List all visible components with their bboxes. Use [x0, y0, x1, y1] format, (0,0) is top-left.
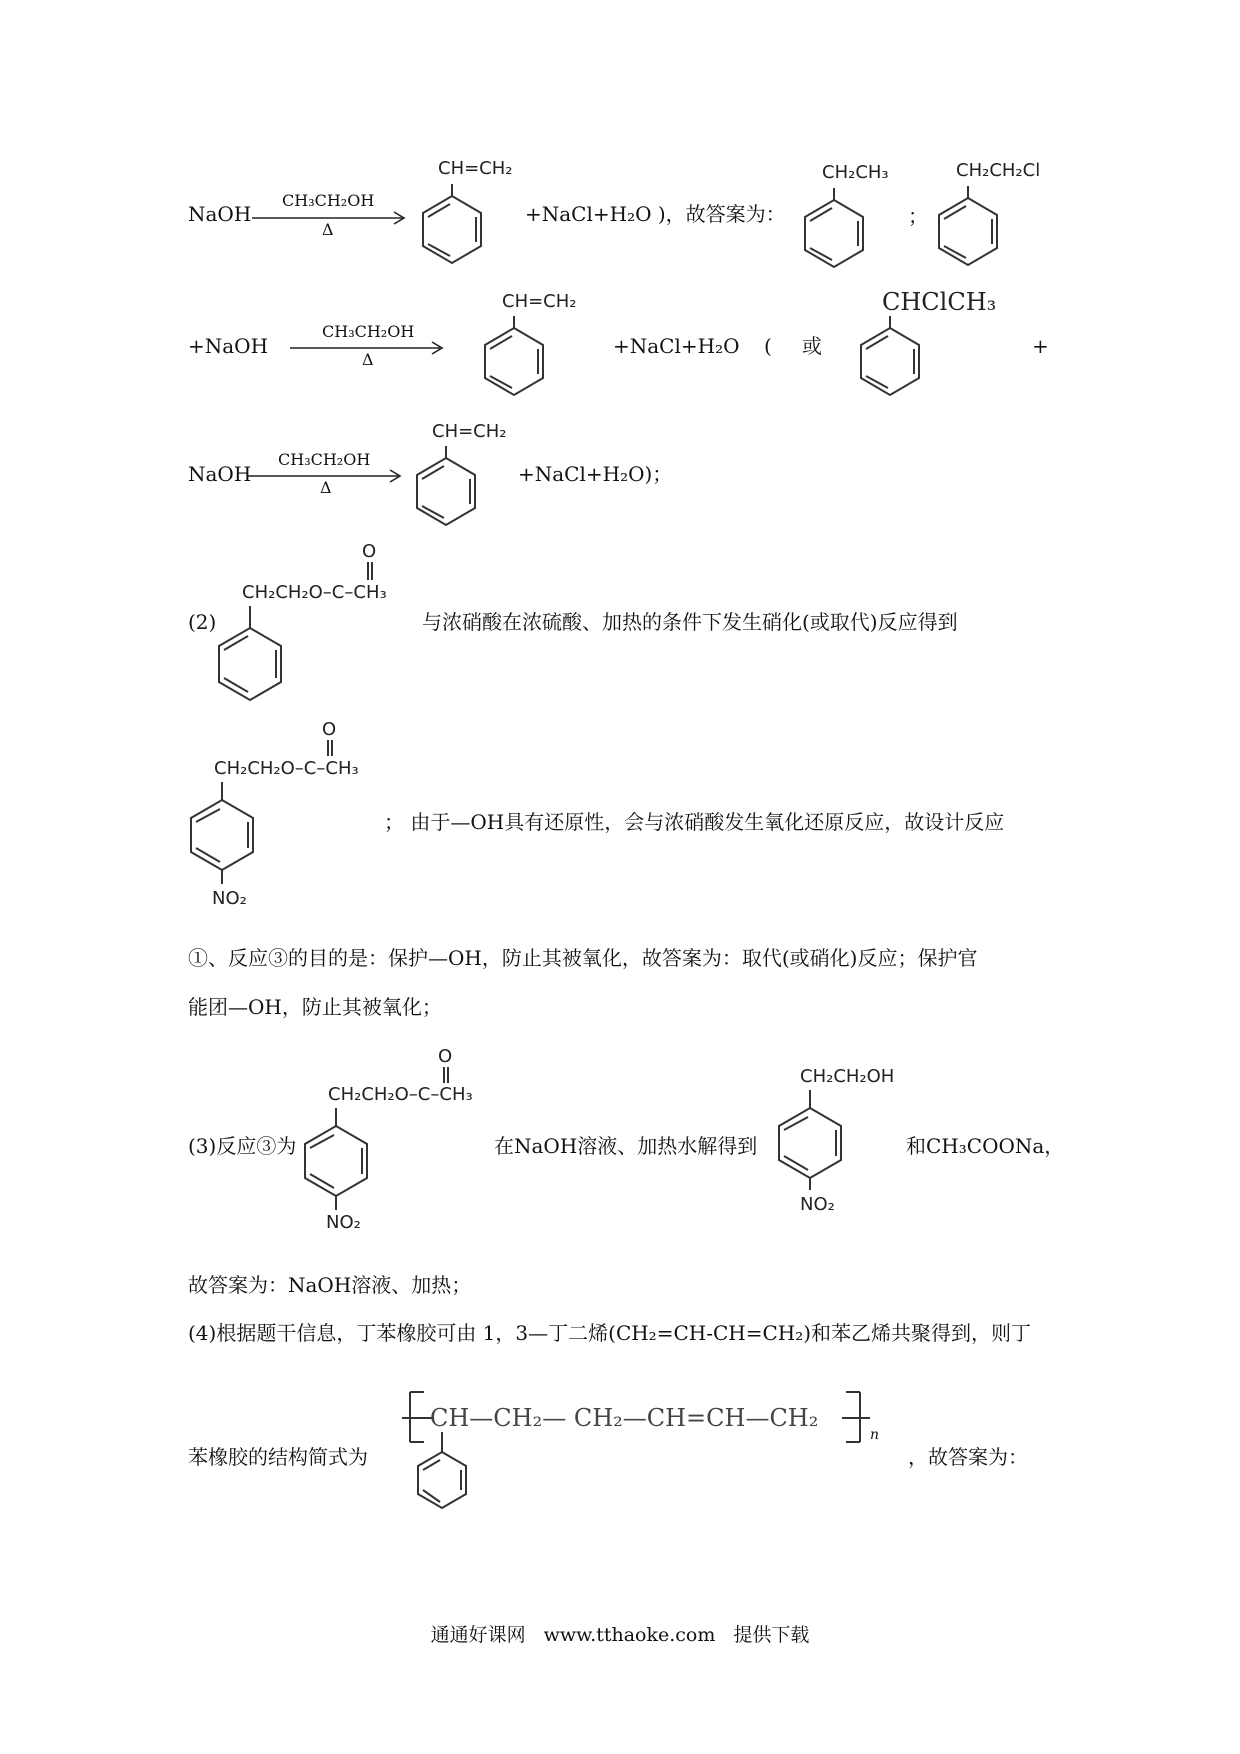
carbonyl-bond — [328, 740, 332, 760]
polymer-structure — [402, 1386, 902, 1516]
benzene-ring — [856, 316, 926, 396]
carbonyl-bond — [368, 562, 372, 584]
byproducts-text: +NaCl+H₂O)； — [518, 462, 673, 486]
separator: ； — [908, 204, 928, 228]
arrow-condition: Δ — [362, 350, 374, 369]
benzene-ring — [418, 184, 488, 264]
benzene-ring — [776, 1090, 846, 1182]
part4-line1: (4)根据题干信息，丁苯橡胶可由 1，3—丁二烯(CH₂=CH-CH=CH₂)和苯乙烯共聚得到，则丁 — [188, 1321, 1032, 1345]
vinyl-group: CH=CH₂ — [502, 291, 577, 312]
benzene-ring — [480, 316, 550, 396]
part3-text: 在NaOH溶液、加热水解得到 — [494, 1134, 758, 1158]
benzene-ring — [188, 782, 258, 874]
part2-text2: ； 由于—OH具有还原性，会与浓硝酸发生氧化还原反应，故设计反应 — [384, 810, 1005, 834]
ethyl-group: CH₂CH₃ — [822, 162, 889, 183]
carbonyl-oxygen: O — [322, 719, 337, 740]
nitro-group: NO₂ — [326, 1212, 361, 1233]
arrow-solvent: CH₃CH₂OH — [278, 450, 371, 469]
nitro-bond — [810, 1178, 814, 1192]
item1-line1: ①、反应③的目的是：保护—OH，防止其被氧化，故答案为：取代(或硝化)反应；保护官 — [188, 946, 978, 970]
arrow-solvent: CH₃CH₂OH — [282, 191, 375, 210]
nitro-bond — [222, 870, 226, 886]
benzene-ring — [800, 188, 870, 268]
arrow-condition: Δ — [320, 478, 332, 497]
footer-site-name: 通通好课网 — [430, 1624, 526, 1646]
part3-text2: 和CH₃COONa， — [906, 1134, 1065, 1158]
polymer-chain: CH—CH₂— CH₂—CH=CH—CH₂ — [430, 1404, 819, 1432]
benzene-ring — [412, 446, 482, 526]
chloroethyl-group: CH₂CH₂Cl — [956, 160, 1041, 181]
open-paren: ( — [764, 334, 772, 358]
arrow-solvent: CH₃CH₂OH — [322, 322, 415, 341]
nitro-group: NO₂ — [800, 1194, 835, 1215]
benzene-ring — [216, 606, 286, 701]
part3-label: (3)反应③为 — [188, 1134, 297, 1158]
part3-answer: 故答案为：NaOH溶液、加热； — [188, 1273, 472, 1297]
footer-download: 提供下载 — [733, 1624, 810, 1646]
nitro-ester-chain: CH₂CH₂O–C–CH₃ — [214, 758, 359, 779]
footer — [0, 1620, 1240, 1647]
footer-url[interactable]: www.tthaoke.com — [543, 1624, 716, 1646]
carbonyl-oxygen: O — [438, 1046, 453, 1067]
nitro-group: NO₂ — [212, 888, 247, 909]
ester-chain: CH₂CH₂O–C–CH₃ — [242, 582, 387, 603]
byproducts-text: +NaCl+H₂O — [613, 334, 740, 358]
plus-sign: + — [1032, 334, 1049, 358]
benzene-ring — [934, 186, 1004, 266]
carbonyl-oxygen: O — [362, 541, 377, 562]
reagent-naoh: NaOH — [188, 462, 252, 486]
part4-line2-prefix: 苯橡胶的结构简式为 — [188, 1445, 368, 1469]
part2-label: (2) — [188, 610, 217, 634]
part4-line2-suffix: ，故答案为： — [908, 1445, 1028, 1469]
reagent-naoh: NaOH — [188, 202, 252, 226]
arrow-condition: Δ — [322, 220, 334, 239]
part2-text: 与浓硝酸在浓硫酸、加热的条件下发生硝化(或取代)反应得到 — [422, 610, 958, 634]
ester-chain: CH₂CH₂O–C–CH₃ — [328, 1084, 473, 1105]
vinyl-group: CH=CH₂ — [432, 421, 507, 442]
nitro-bond — [336, 1196, 340, 1212]
reagent-naoh: +NaOH — [188, 334, 269, 358]
benzene-ring — [302, 1108, 372, 1200]
item1-line2: 能团—OH，防止其被氧化； — [188, 995, 442, 1019]
polymer-subscript-n: n — [870, 1427, 880, 1443]
byproducts-text: +NaCl+H₂O )，故答案为： — [525, 202, 786, 226]
chloroethyl-group: CHClCH₃ — [882, 288, 997, 316]
or-text: 或 — [802, 334, 822, 358]
vinyl-group: CH=CH₂ — [438, 158, 513, 179]
alcohol-chain: CH₂CH₂OH — [800, 1066, 895, 1087]
